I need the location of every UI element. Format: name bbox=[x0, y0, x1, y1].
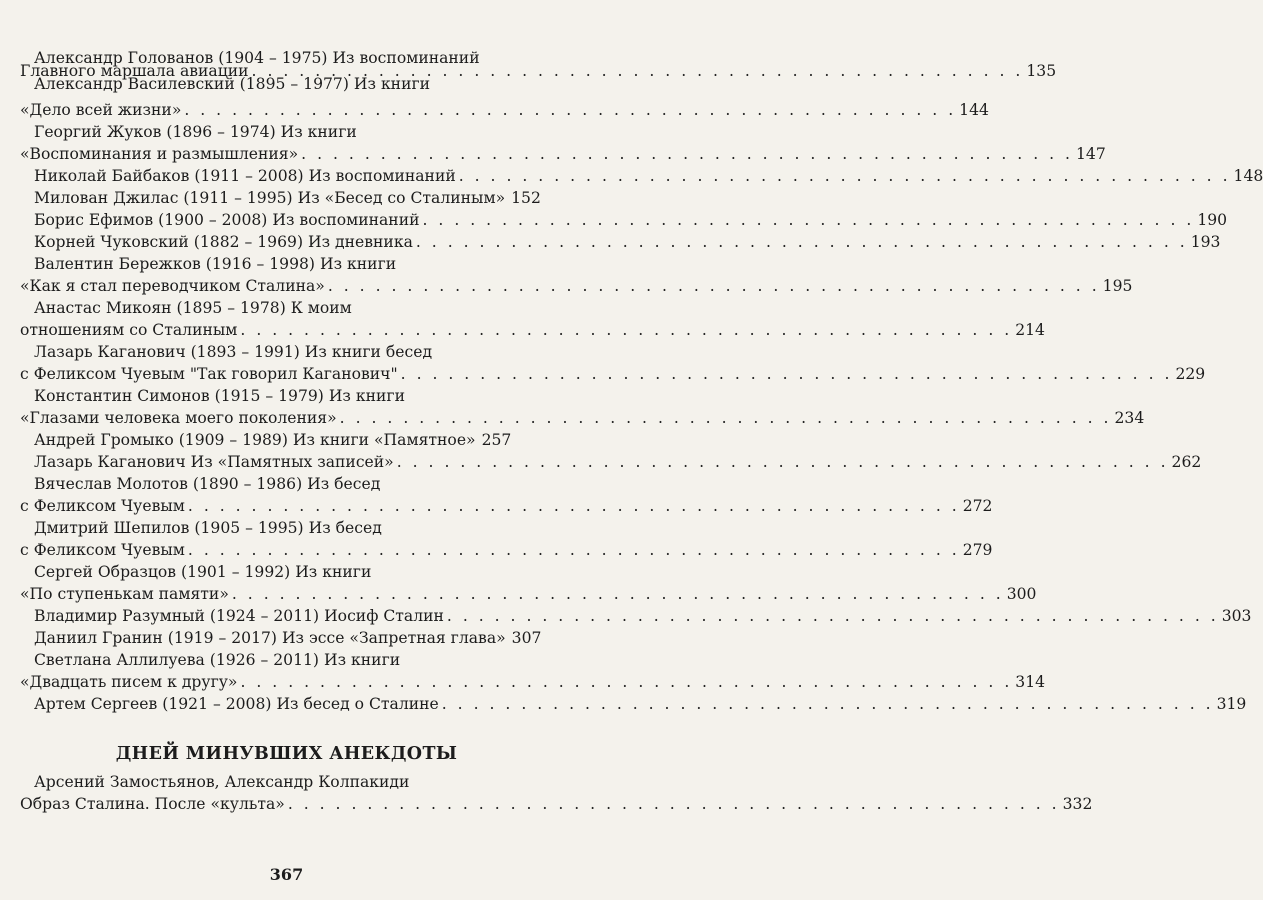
toc-entry-text: Андрей Громыко (1909 – 1989) Из книги «Памятное» bbox=[34, 431, 476, 449]
toc-line bbox=[0, 428, 573, 452]
toc-line bbox=[0, 72, 573, 96]
toc-entry-text: Образ Сталина. После «культа» bbox=[20, 795, 285, 813]
toc-line bbox=[0, 472, 573, 496]
dot-leader: . . . . . . . . . . . . . . . . . . . . . . . . . . . . . . . . . . . . . . . . . . . . . . . . . bbox=[231, 585, 1004, 603]
toc-entry-text: Александр Василевский (1895 – 1977) Из книги bbox=[34, 75, 431, 93]
toc-line bbox=[0, 770, 573, 794]
toc-entry-text: отношениям со Сталиным bbox=[20, 321, 238, 339]
toc-entry-text: Сергей Образцов (1901 – 1992) Из книги bbox=[34, 563, 372, 581]
toc-entry-page: 144 bbox=[959, 101, 989, 119]
toc-entry-text: Николай Байбаков (1911 – 2008) Из воспоминаний bbox=[34, 167, 456, 185]
toc-entry-text: «По ступенькам памяти» bbox=[20, 585, 229, 603]
toc-entry-page: 314 bbox=[1015, 673, 1046, 691]
dot-leader: . . . . . . . . . . . . . . . . . . . . . . . . . . . . . . . . . . . . . . . . . . . . . . . . . bbox=[415, 233, 1188, 251]
dot-leader: . . . . . . . . . . . . . . . . . . . . . . . . . . . . . . . . . . . . . . . . . . . . . . . . . bbox=[251, 62, 1024, 80]
toc-entry-text: Георгий Жуков (1896 – 1974) Из книги bbox=[34, 123, 357, 141]
toc-entry-text: «Глазами человека моего поколения» bbox=[20, 409, 337, 427]
toc-entry-text: с Феликсом Чуевым "Так говорил Каганович" bbox=[20, 365, 398, 383]
toc-entry-page: 234 bbox=[1114, 409, 1145, 427]
toc-entry-text: Константин Симонов (1915 – 1979) Из книги bbox=[34, 387, 405, 405]
dot-leader: . . . . . . . . . . . . . . . . . . . . . . . . . . . . . . . . . . . . . . . . . . . . . . . . . bbox=[287, 795, 1060, 813]
dot-leader: . . . . . . . . . . . . . . . . . . . . . . . . . . . . . . . . . . . . . . . . . . . . . . . . . bbox=[184, 101, 957, 119]
toc-entry-text: Валентин Бережков (1916 – 1998) Из книги bbox=[34, 255, 397, 273]
toc-entry-page: 303 bbox=[1221, 607, 1252, 625]
toc-line bbox=[0, 516, 573, 540]
dot-leader: . . . . . . . . . . . . . . . . . . . . . . . . . . . . . . . . . . . . . . . . . . . . . . . . . bbox=[301, 145, 1073, 163]
dot-leader: . . . . . . . . . . . . . . . . . . . . . . . . . . . . . . . . . . . . . . . . . . . . . . . . . bbox=[240, 673, 1013, 691]
toc-entry-text: Борис Ефимов (1900 – 2008) Из воспоминаний bbox=[34, 211, 420, 229]
toc-entry-text: Лазарь Каганович Из «Памятных записей» bbox=[34, 453, 394, 471]
section-heading: ДНЕЙ МИНУВШИХ АНЕКДОТЫ bbox=[115, 744, 458, 764]
toc-line bbox=[0, 538, 993, 562]
toc-entry-text: Дмитрий Шепилов (1905 – 1995) Из бесед bbox=[34, 519, 382, 537]
dot-leader: . . . . . . . . . . . . . . . . . . . . . . . . . . . . . . . . . . . . . . . . . . . . . . . . . bbox=[327, 277, 1100, 295]
dot-leader: . . . . . . . . . . . . . . . . . . . . . . . . . . . . . . . . . . . . . . . . . . . . . . . . . bbox=[240, 321, 1013, 339]
toc-line bbox=[0, 692, 1247, 716]
toc-entry-page: 300 bbox=[1006, 585, 1037, 603]
toc-line bbox=[0, 98, 989, 122]
toc-entry-text: «Дело всей жизни» bbox=[20, 101, 182, 119]
dot-leader: . . . . . . . . . . . . . . . . . . . . . . . . . . . . . . . . . . . . . . . . . . . . . . . . . bbox=[187, 497, 960, 515]
toc-entry-text: Анастас Микоян (1895 – 1978) К моим bbox=[34, 299, 352, 317]
toc-line bbox=[0, 406, 1145, 430]
toc-entry-text: Арсений Замостьянов, Александр Колпакиди bbox=[34, 773, 410, 791]
toc-entry-page: 147 bbox=[1075, 145, 1106, 163]
toc-entry-text: Вячеслав Молотов (1890 – 1986) Из бесед bbox=[34, 475, 381, 493]
toc-entry-page: 319 bbox=[1216, 695, 1247, 713]
toc-entry-page: 262 bbox=[1171, 453, 1202, 471]
toc-line bbox=[0, 670, 1046, 694]
page-number: 367 bbox=[269, 865, 304, 884]
toc-entry-page: 279 bbox=[962, 541, 993, 559]
toc-entry-page: 193 bbox=[1190, 233, 1221, 251]
toc-line bbox=[0, 604, 1252, 628]
toc-entry-text: Артем Сергеев (1921 – 2008) Из бесед о Сталине bbox=[34, 695, 439, 713]
toc-line bbox=[0, 164, 1263, 188]
dot-leader: . . . . . . . . . . . . . . . . . . . . . . . . . . . . . . . . . . . . . . . . . . . . . . . . . bbox=[422, 211, 1195, 229]
toc-entry-text: Владимир Разумный (1924 – 2011) Иосиф Сталин bbox=[34, 607, 444, 625]
toc-line bbox=[0, 384, 573, 408]
toc-entry-page: 332 bbox=[1062, 795, 1093, 813]
dot-leader: . . . . . . . . . . . . . . . . . . . . . . . . . . . . . . . . . . . . . . . . . . . . . . . . . bbox=[446, 607, 1219, 625]
toc-line bbox=[0, 142, 1106, 166]
toc-line bbox=[0, 208, 1228, 232]
toc-entry-text: Александр Голованов (1904 – 1975) Из воспоминаний bbox=[34, 49, 480, 67]
toc-line bbox=[0, 340, 573, 364]
toc-line bbox=[0, 252, 573, 276]
toc-line bbox=[0, 318, 1045, 342]
toc-entry-text: Корней Чуковский (1882 – 1969) Из дневника bbox=[34, 233, 413, 251]
toc-entry-text: «Воспоминания и размышления» bbox=[20, 145, 299, 163]
toc-line bbox=[0, 494, 993, 518]
toc-entry-text: Милован Джилас (1911 – 1995) Из «Бесед со Сталиным» bbox=[34, 189, 506, 207]
toc-line bbox=[0, 274, 1133, 298]
dot-leader: . . . . . . . . . . . . . . . . . . . . . . . . . . . . . . . . . . . . . . . . . . . . . . . . . bbox=[339, 409, 1112, 427]
toc-line bbox=[0, 792, 1093, 816]
dot-leader: . . . . . . . . . . . . . . . . . . . . . . . . . . . . . . . . . . . . . . . . . . . . . . . . . bbox=[441, 695, 1214, 713]
toc-entry-text: Даниил Гранин (1919 – 2017) Из эссе «Запретная глава» bbox=[34, 629, 506, 647]
toc-line bbox=[0, 362, 1206, 386]
toc-line bbox=[0, 450, 1202, 474]
toc-line bbox=[0, 120, 573, 144]
toc-entry-page: 214 bbox=[1015, 321, 1045, 339]
toc-entry-page: 148 bbox=[1233, 167, 1263, 185]
dot-leader: . . . . . . . . . . . . . . . . . . . . . . . . . . . . . . . . . . . . . . . . . . . . . . . . . bbox=[187, 541, 960, 559]
dot-leader: . . . . . . . . . . . . . . . . . . . . . . . . . . . . . . . . . . . . . . . . . . . . . . . . . bbox=[458, 167, 1231, 185]
toc-line bbox=[0, 560, 573, 584]
toc-entry-text: «Двадцать писем к другу» bbox=[20, 673, 238, 691]
toc-entry-text: Лазарь Каганович (1893 – 1991) Из книги бесед bbox=[34, 343, 433, 361]
toc-entry-page: 257 bbox=[481, 431, 512, 449]
toc-line bbox=[0, 648, 573, 672]
toc-line bbox=[0, 186, 573, 210]
toc-entry-page: 229 bbox=[1175, 365, 1206, 383]
toc-entry-page: 135 bbox=[1026, 62, 1057, 80]
toc-entry-page: 307 bbox=[511, 629, 542, 647]
toc-entry-text: с Феликсом Чуевым bbox=[20, 497, 185, 515]
toc-line bbox=[0, 296, 573, 320]
toc-line bbox=[0, 230, 1221, 254]
toc-entry-text: «Как я стал переводчиком Сталина» bbox=[20, 277, 325, 295]
toc-entry-text: с Феликсом Чуевым bbox=[20, 541, 185, 559]
toc-entry-page: 152 bbox=[511, 189, 541, 207]
toc-entry-page: 272 bbox=[962, 497, 993, 515]
toc-entry-page: 195 bbox=[1102, 277, 1133, 295]
toc-entry-page: 190 bbox=[1197, 211, 1228, 229]
toc-entry-text: Светлана Аллилуева (1926 – 2011) Из книги bbox=[34, 651, 401, 669]
toc-line bbox=[0, 626, 573, 650]
dot-leader: . . . . . . . . . . . . . . . . . . . . . . . . . . . . . . . . . . . . . . . . . . . . . . . . . bbox=[396, 453, 1169, 471]
toc-entry-text: Главного маршала авиации bbox=[20, 62, 249, 80]
dot-leader: . . . . . . . . . . . . . . . . . . . . . . . . . . . . . . . . . . . . . . . . . . . . . . . . . bbox=[400, 365, 1173, 383]
toc-line bbox=[0, 582, 1037, 606]
